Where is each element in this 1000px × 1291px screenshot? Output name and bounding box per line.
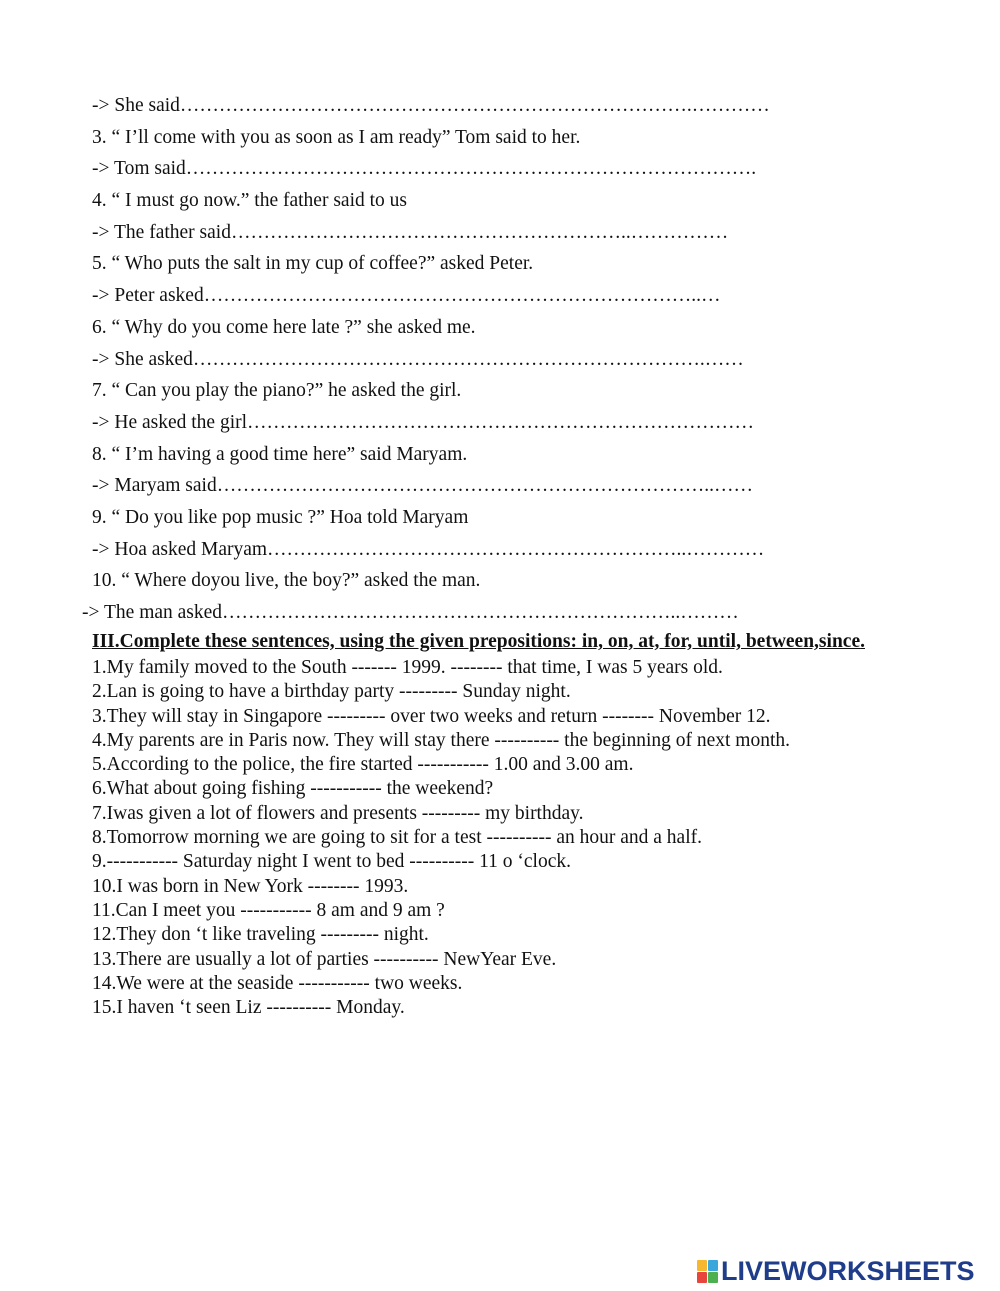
answer-line: -> She said…………………………………………………………………….………… [92, 95, 770, 116]
answer-line: -> Tom said……………………………………………………………………………. [92, 158, 757, 180]
section-heading [92, 630, 912, 654]
answer-line: -> The father said……………………………………………………..…………… [92, 221, 729, 243]
answer-line: -> She asked…………………………………………………………………….…… [92, 348, 744, 370]
exercise-item: 3.They will stay in Singapore --------- over two weeks and return -------- November 12. [92, 705, 771, 727]
question-line: 6. “ Why do you come here late ?” she asked me. [92, 316, 476, 338]
logo-block [708, 1260, 718, 1271]
exercise-item: 5.According to the police, the fire started ----------- 1.00 and 3.00 am. [92, 754, 634, 776]
logo-block [708, 1272, 718, 1283]
exercise-item: 13.There are usually a lot of parties ---------- NewYear Eve. [92, 948, 557, 970]
logo-block [697, 1272, 707, 1283]
exercise-item: 7.Iwas given a lot of flowers and presents --------- my birthday. [92, 802, 584, 824]
question-line: 4. “ I must go now.” the father said to us [92, 190, 407, 212]
exercise-item: 2.Lan is going to have a birthday party --------- Sunday night. [92, 681, 571, 703]
exercise-item: 9.----------- Saturday night I went to bed ---------- 11 o ‘clock. [92, 851, 571, 873]
question-line: 5. “ Who puts the salt in my cup of coffee?” asked Peter. [92, 253, 534, 275]
exercise-item: 8.Tomorrow morning we are going to sit for a test ---------- an hour and a half. [92, 827, 702, 849]
question-line: 10. “ Where doyou live, the boy?” asked the man. [92, 570, 481, 592]
question-line: 3. “ I’ll come with you as soon as I am ready” Tom said to her. [92, 126, 581, 148]
question-line: 7. “ Can you play the piano?” he asked the girl. [92, 380, 462, 402]
exercise-item: 4.My parents are in Paris now. They will stay there ---------- the beginning of next month. [92, 729, 791, 751]
prepositions-section [92, 630, 912, 1020]
logo-block [697, 1260, 707, 1271]
reported-speech-section [82, 90, 912, 629]
answer-line: -> Peter asked…………………………………………………………………..… [92, 285, 721, 307]
exercise-item: 6.What about going fishing ----------- the weekend? [92, 778, 494, 800]
section-heading-text: III.Complete these sentences, using the given prepositions: in, on, at, for, until, between,since [92, 631, 861, 652]
logo-text: LIVEWORKSHEETS [721, 1256, 975, 1286]
exercise-item: 14.We were at the seaside ----------- two weeks. [92, 972, 463, 994]
exercise-item: 11.Can I meet you ----------- 8 am and 9 am ? [92, 899, 445, 921]
section-heading-end: . [860, 631, 865, 652]
question-line: 8. “ I’m having a good time here” said Maryam. [92, 443, 468, 465]
question-line: 9. “ Do you like pop music ?” Hoa told Maryam [92, 506, 469, 528]
exercise-item: 1.My family moved to the South ------- 1999. -------- that time, I was 5 years old. [92, 657, 723, 678]
exercise-item: 15.I haven ‘t seen Liz ---------- Monday. [92, 997, 405, 1019]
logo-blocks-icon [697, 1260, 718, 1283]
exercise-item: 12.They don ‘t like traveling --------- night. [92, 924, 429, 946]
answer-line: -> Maryam said…………………………………………………………………..…… [92, 475, 753, 497]
exercise-list [92, 656, 912, 1020]
answer-line: -> The man asked……………………………………………………………..……… [82, 602, 739, 623]
exercise-item: 10.I was born in New York -------- 1993. [92, 875, 409, 897]
liveworksheets-logo [697, 1255, 975, 1287]
answer-line: -> Hoa asked Maryam………………………………………………………..………… [92, 538, 765, 560]
answer-line: -> He asked the girl…………………………………………………………………… [92, 411, 755, 433]
